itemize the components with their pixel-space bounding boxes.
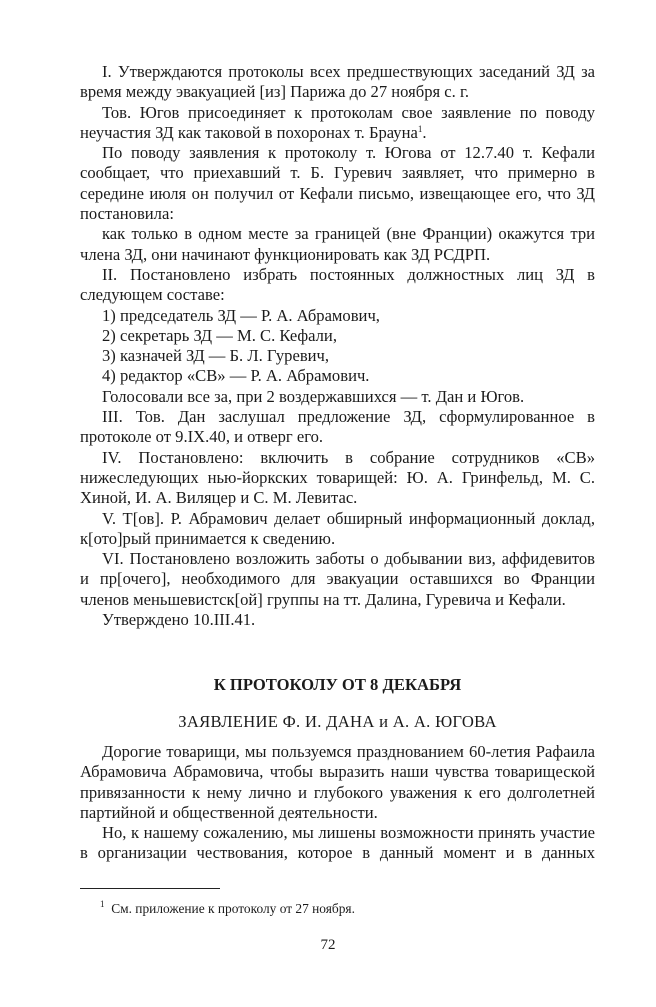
section-heading: К ПРОТОКОЛУ ОТ 8 ДЕКАБРЯ [213,675,462,694]
paragraph-item-13: V. Т[ов]. Р. Абрамович делает обширный информационный доклад, к[ото]рый принимается к сведению. [80,508,595,548]
page-number: 72 [320,937,336,953]
paragraph-item-4: как только в одном месте за границей (вне Франции) окажутся три члена ЗД, они начинают функционировать как ЗД РСДРП. [80,224,595,264]
subheading-part-1: ЗАЯВЛЕНИЕ Ф. И. ДАНА [178,712,375,731]
list-item-2: 2) секретарь ЗД — М. С. Кефали, [102,325,337,345]
paragraph-item-3: По поводу заявления к протоколу т. Югова от 12.7.40 т. Кефали сообщает, что приехавший т. Б. Гуревич заявляет, что примерно в середине июля он получил от Кефали письмо, извещающее его, что ЗД постановила: [80,143,595,224]
footnote-divider [80,888,220,889]
paragraph-item-5: II. Постановлено избрать постоянных должностных лиц ЗД в следующем составе: [80,264,595,305]
list-item-1: 1) председатель ЗД — Р. А. Абрамович, [102,305,380,325]
subheading-part-2: А. А. ЮГОВА [392,712,497,731]
protocol-body [80,62,595,630]
section-subheading [80,712,595,732]
statement-paragraph-1: Дорогие товарищи, мы пользуемся празднованием 60-летия Рафаила Абрамовича Абрамовича, чтобы выразить наши чувства товарищеской привязанности к нему лично и глубокого уважения к его долголетней партийной и общественной деятельности. [80,742,595,822]
paragraph-item-11: III. Тов. Дан заслушал предложение ЗД, сформулированное в протоколе от 9.IX.40, и отверг его. [80,407,595,447]
paragraph-tail: . [422,122,427,142]
paragraph-item-1: I. Утверждаются протоколы всех предшествующих заседаний ЗД за время между эвакуацией [из] Парижа до 27 ноября с. г. [80,62,595,102]
footnote-ref: 1 [417,123,423,134]
footnote [100,900,355,918]
list-item-3: 3) казначей ЗД — Б. Л. Гуревич, [102,346,330,366]
paragraph-text: Тов. Югов присоединяет к протоколам свое заявление по поводу неучастия ЗД как таковой в похоронах т. Брауна [80,102,595,142]
paragraph-item-12: IV. Постановлено: включить в собрание сотрудников «СВ» нижеследующих нью-йоркских товарищей: Ю. А. Гринфельд, М. С. Хиной, И. А. Виляцер и С. М. Левитас. [80,447,595,508]
subheading-connector: и [379,712,389,731]
paragraph-item-15: Утверждено 10.III.41. [102,610,256,630]
statement-body [80,742,595,864]
footnote-text: См. приложение к протоколу от 27 ноября. [111,901,355,916]
paragraph-item-2 [80,103,595,144]
paragraph-item-10: Голосовали все за, при 2 воздержавшихся — т. Дан и Югов. [102,386,525,406]
paragraph-item-14: VI. Постановлено возложить заботы о добывании виз, аффидевитов и пр[очего], необходимого для эвакуации оставшихся во Франции членов меньшевистск[ой] группы на тт. Далина, Гуревича и Кефали. [80,549,595,609]
statement-paragraph-2: Но, к нашему сожалению, мы лишены возможности принять участие в организации чествования, которое в данный момент и в данных [80,823,595,863]
footnote-marker: 1 [100,899,105,909]
list-item-4: 4) редактор «СВ» — Р. А. Абрамович. [102,366,370,386]
